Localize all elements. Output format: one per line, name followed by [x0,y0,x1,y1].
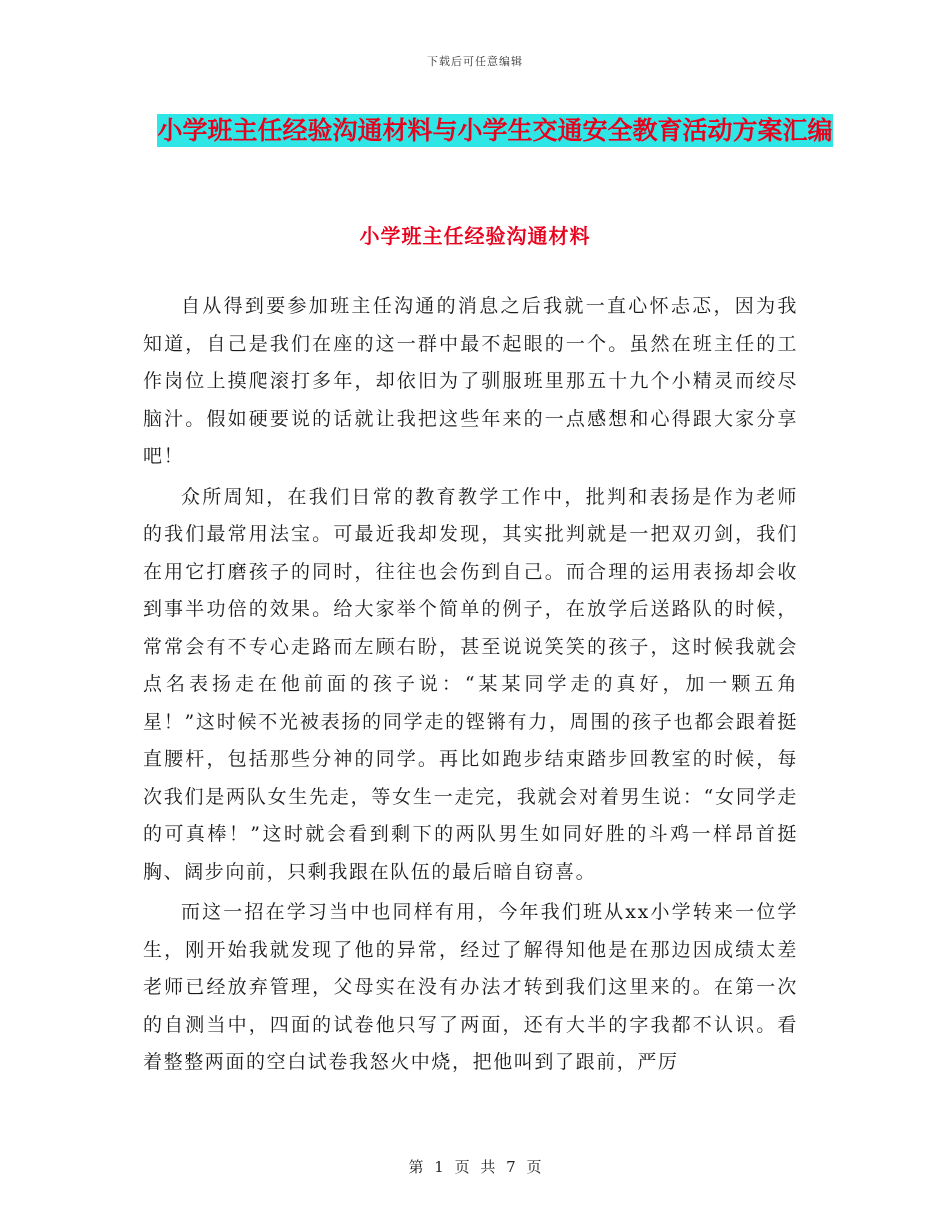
document-body [143,288,798,1085]
page-footer: 第 1 页 共 7 页 [408,1158,542,1176]
paragraph: 而这一招在学习当中也同样有用，今年我们班从xx小学转来一位学生，刚开始我就发现了他的异常，经过了解得知他是在那边因成绩太差老师已经放弃管理，父母实在没有办法才转到我们这里来的。在第一次的自测当中，四面的试卷他只写了两面，还有大半的字我都不认识。看着整整两面的空白试卷我怒火中烧，把他叫到了跟前，严厉 [143,901,798,1073]
paragraph: 自从得到要参加班主任沟通的消息之后我就一直心怀忐忑，因为我知道，自己是我们在座的这一群中最不起眼的一个。虽然在班主任的工作岗位上摸爬滚打多年，却依旧为了驯服班里那五十九个小精灵而绞尽脑汁。假如硬要说的话就让我把这些年来的一点感想和心得跟大家分享吧！ [143,295,798,467]
header-note: 下载后可任意编辑 [427,55,523,68]
paragraph: 众所周知，在我们日常的教育教学工作中，批判和表扬是作为老师的我们最常用法宝。可最近我却发现，其实批判就是一把双刃剑，我们在用它打磨孩子的同时，往往也会伤到自己。而合理的运用表扬却会收到事半功倍的效果。给大家举个简单的例子，在放学后送路队的时候，常常会有不专心走路而左顾右盼，甚至说说笑笑的孩子，这时候我就会点名表扬走在他前面的孩子说：“某某同学走的真好，加一颗五角星！”这时候不光被表扬的同学走的铿锵有力，周围的孩子也都会跟着挺直腰杆，包括那些分神的同学。再比如跑步结束踏步回教室的时候，每次我们是两队女生先走，等女生一走完，我就会对着男生说：“女同学走的可真棒！”这时就会看到剩下的两队男生如同好胜的斗鸡一样昂首挺胸、阔步向前，只剩我跟在队伍的最后暗自窃喜。 [143,485,798,883]
document-title-text: 小学班主任经验沟通材料与小学生交通安全教育活动方案汇编 [157,116,833,145]
section-title: 小学班主任经验沟通材料 [359,224,591,248]
document-title [150,108,840,154]
